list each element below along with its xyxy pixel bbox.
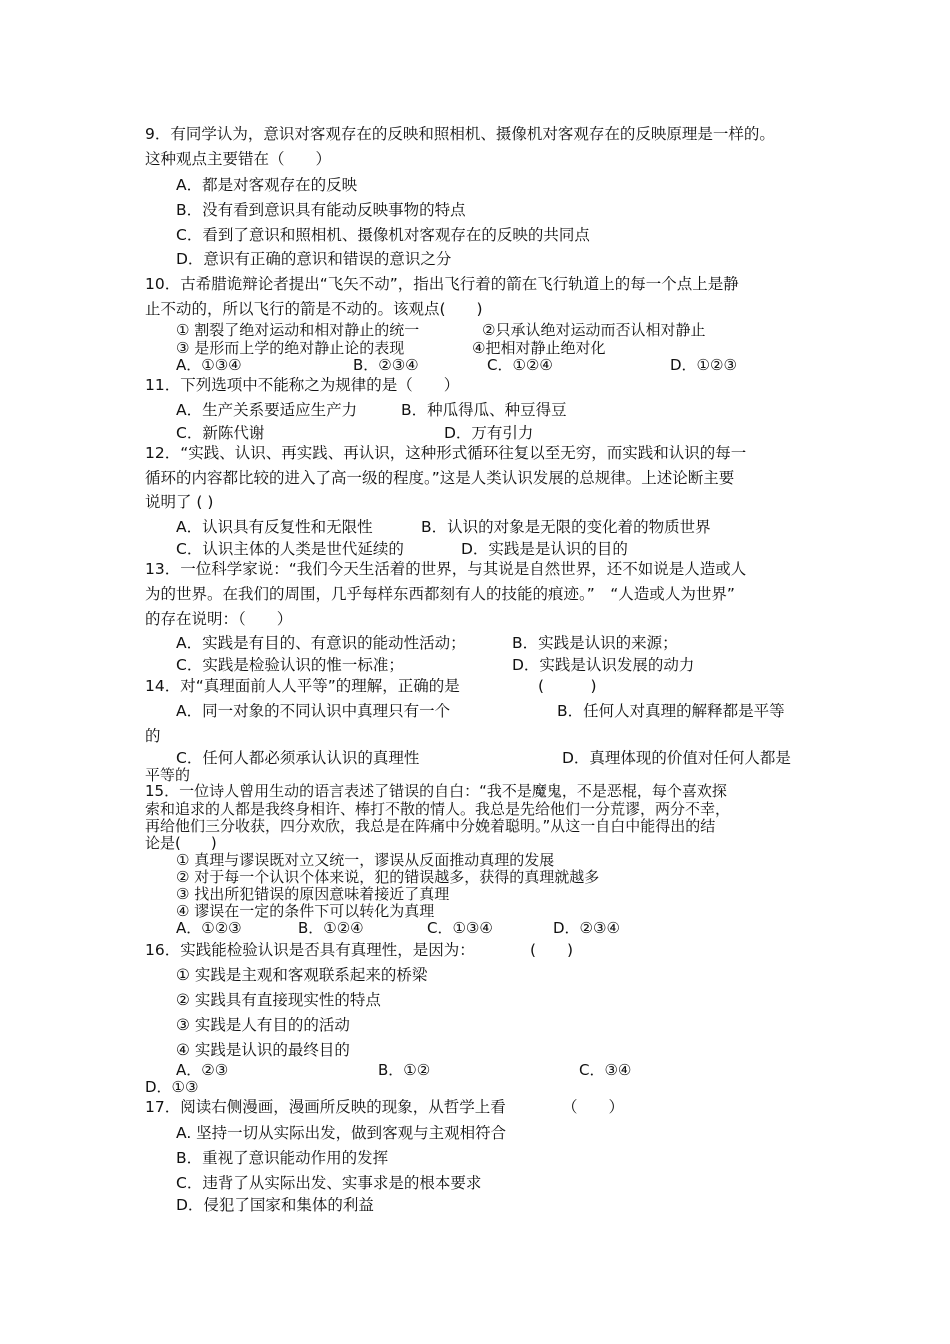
q14-option-b: B．任何人对真理的解释都是平等 [557, 702, 785, 720]
q12-option-b: B．认识的对象是无限的变化着的物质世界 [421, 518, 711, 536]
q12-stem-line1: 12．“实践、认识、再实践、再认识，这种形式循环往复以至无穷，而实践和认识的每一 [145, 444, 747, 462]
q14-option-c: C．任何人都必须承认认识的真理性 [176, 749, 420, 767]
q11-stem: 11．下列选项中不能称之为规律的是（ ） [145, 376, 460, 394]
q11-option-d: D．万有引力 [444, 424, 534, 442]
q16-option-d: D．①③ [145, 1078, 199, 1096]
q16-statement-1: ① 实践是主观和客观联系起来的桥梁 [176, 966, 428, 984]
q11-option-b: B．种瓜得瓜、种豆得豆 [401, 401, 567, 419]
q11-option-c: C．新陈代谢 [176, 424, 265, 442]
q16-option-c: C．③④ [579, 1061, 632, 1079]
q13-stem-line3: 的存在说明：（ ） [145, 610, 293, 628]
q12-option-c: C．认识主体的人类是世代延续的 [176, 540, 404, 558]
q10-statement-2: ②只承认绝对运动而否认相对静止 [482, 321, 706, 339]
q13-stem-line2: 为的世界。在我们的周围，几乎每样东西都刻有人的技能的痕迹。” “人造或人为世界” [145, 585, 735, 603]
q16-statement-4: ④ 实践是认识的最终目的 [176, 1041, 350, 1059]
q10-option-b: B．②③④ [353, 356, 419, 374]
q17-option-d: D．侵犯了国家和集体的利益 [176, 1196, 374, 1214]
q10-option-d: D．①②③ [670, 356, 737, 374]
q16-statement-3: ③ 实践是人有目的的活动 [176, 1016, 350, 1034]
q15-stem-line1: 15．一位诗人曾用生动的语言表述了错误的自白：“我不是魔鬼，不是恶棍，每个喜欢探 [145, 782, 727, 800]
q15-statement-3: ③ 找出所犯错误的原因意味着接近了真理 [176, 885, 450, 903]
q16-stem: 16．实践能检验认识是否具有真理性，是因为： [145, 941, 475, 959]
q15-option-c: C．①③④ [427, 919, 493, 937]
q9-stem-line2: 这种观点主要错在（ ） [145, 150, 332, 168]
q15-option-a: A．①②③ [176, 919, 242, 937]
q10-option-c: C．①②④ [487, 356, 553, 374]
q13-option-b: B．实践是认识的来源； [512, 634, 678, 652]
q15-stem-line3: 再给他们三分收获，四分欢欣，我总是在阵痛中分娩着聪明。”从这一自白中能得出的结 [145, 817, 716, 835]
q9-option-a: A．都是对客观存在的反映 [176, 176, 358, 194]
q16-option-a: A．②③ [176, 1061, 229, 1079]
q17-option-b: B．重视了意识能动作用的发挥 [176, 1149, 389, 1167]
q12-option-a: A．认识具有反复性和无限性 [176, 518, 373, 536]
q16-option-b: B．①② [378, 1061, 431, 1079]
q13-option-a: A．实践是有目的、有意识的能动性活动； [176, 634, 466, 652]
q14-option-d-continued: 平等的 [145, 766, 191, 784]
q15-statement-1: ① 真理与谬误既对立又统一，谬误从反面推动真理的发展 [176, 851, 555, 869]
q9-option-c: C．看到了意识和照相机、摄像机对客观存在的反映的共同点 [176, 226, 590, 244]
q13-stem-line1: 13．一位科学家说：“我们今天生活着的世界，与其说是自然世界，还不如说是人造或人 [145, 560, 747, 578]
q10-statement-3: ③ 是形而上学的绝对静止论的表现 [176, 339, 405, 357]
q15-stem-line4: 论是( ) [145, 834, 217, 852]
q15-statement-2: ② 对于每一个认识个体来说，犯的错误越多，获得的真理就越多 [176, 868, 600, 886]
q11-option-a: A．生产关系要适应生产力 [176, 401, 358, 419]
q15-stem-line2: 索和追求的人都是我终身相许、棒打不散的情人。我总是先给他们一分荒谬，两分不幸， [145, 800, 731, 818]
q17-option-c: C．违背了从实际出发、实事求是的根本要求 [176, 1174, 482, 1192]
q12-stem-line2: 循环的内容都比较的进入了高一级的程度。”这是人类认识发展的总规律。上述论断主要 [145, 469, 735, 487]
q16-answer-paren: ( ) [530, 941, 574, 959]
q14-answer-paren: ( ) [538, 677, 597, 695]
q9-stem-line1: 9．有同学认为，意识对客观存在的反映和照相机、摄像机对客观存在的反映原理是一样的。 [145, 125, 775, 143]
q14-stem: 14．对“真理面前人人平等”的理解，正确的是 [145, 677, 460, 695]
q9-option-d: D．意识有正确的意识和错误的意识之分 [176, 250, 452, 268]
q15-option-b: B．①②④ [298, 919, 364, 937]
q15-option-d: D．②③④ [553, 919, 620, 937]
q12-stem-line3: 说明了 ( ) [145, 493, 214, 511]
q13-option-d: D．实践是认识发展的动力 [512, 656, 695, 674]
q10-stem-line1: 10．古希腊诡辩论者提出“飞矢不动”，指出飞行着的箭在飞行轨道上的每一个点上是静 [145, 275, 739, 293]
q13-option-c: C．实践是检验认识的惟一标准； [176, 656, 404, 674]
q10-stem-line2: 止不动的，所以飞行的箭是不动的。该观点( ) [145, 300, 483, 318]
q10-statement-4: ④把相对静止绝对化 [472, 339, 606, 357]
q17-answer-paren: （ ） [562, 1098, 625, 1116]
q10-option-a: A．①③④ [176, 356, 242, 374]
q14-option-b-continued: 的 [145, 727, 161, 745]
q14-option-d: D．真理体现的价值对任何人都是 [562, 749, 791, 767]
q17-stem: 17．阅读右侧漫画，漫画所反映的现象，从哲学上看 [145, 1098, 506, 1116]
q17-option-a: A. 坚持一切从实际出发，做到客观与主观相符合 [176, 1124, 507, 1142]
q9-option-b: B．没有看到意识具有能动反映事物的特点 [176, 201, 466, 219]
q16-statement-2: ② 实践具有直接现实性的特点 [176, 991, 381, 1009]
q10-statement-1: ① 割裂了绝对运动和相对静止的统一 [176, 321, 420, 339]
q15-statement-4: ④ 谬误在一定的条件下可以转化为真理 [176, 902, 435, 920]
q12-option-d: D．实践是是认识的目的 [461, 540, 628, 558]
q14-option-a: A．同一对象的不同认识中真理只有一个 [176, 702, 451, 720]
